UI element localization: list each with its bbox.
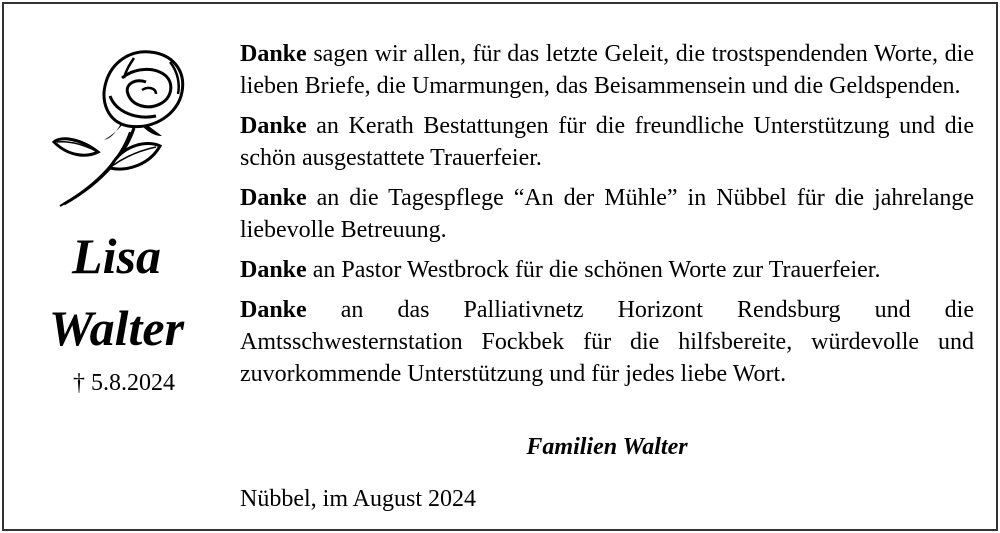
thanks-paragraph <box>240 38 974 102</box>
deceased-first-name: Lisa <box>72 228 161 284</box>
thanks-paragraph <box>240 254 974 286</box>
thanks-body: an die Tagespflege “An der Mühle” in Nübbel für die jahrelange liebevolle Betreuung. <box>240 185 974 243</box>
deceased-last-name: Walter <box>48 300 185 356</box>
thanks-body: an Kerath Bestattungen für die freundliche Unterstützung und die schön ausgestattete Trauerfeier. <box>240 113 974 171</box>
notice-frame <box>2 2 998 531</box>
thanks-paragraph <box>240 294 974 390</box>
death-date: † 5.8.2024 <box>73 370 175 396</box>
thanks-lead: Danke <box>240 185 307 211</box>
thanks-lead: Danke <box>240 113 307 139</box>
thanks-paragraph <box>240 110 974 174</box>
thanks-body: an das Palliativnetz Horizont Rendsburg und die Amtsschwesternstation Fockbek für die hilfsbereite, würdevolle und zuvorkommende Unterstützung und für jedes liebe Wort. <box>240 297 974 387</box>
rose-icon <box>50 40 200 210</box>
signature: Familien Walter <box>526 434 688 460</box>
thanks-lead: Danke <box>240 257 307 283</box>
thanks-lead: Danke <box>240 297 307 323</box>
place-date: Nübbel, im August 2024 <box>240 486 477 512</box>
thanks-body: sagen wir allen, für das letzte Geleit, die trostspendenden Worte, die lieben Briefe, die Umarmungen, das Beisammensein und die Geldspenden. <box>240 41 974 99</box>
thanks-body: an Pastor Westbrock für die schönen Worte zur Trauerfeier. <box>306 257 881 283</box>
thanks-lead: Danke <box>240 41 307 67</box>
thanks-text <box>240 38 974 398</box>
thanks-paragraph <box>240 182 974 246</box>
